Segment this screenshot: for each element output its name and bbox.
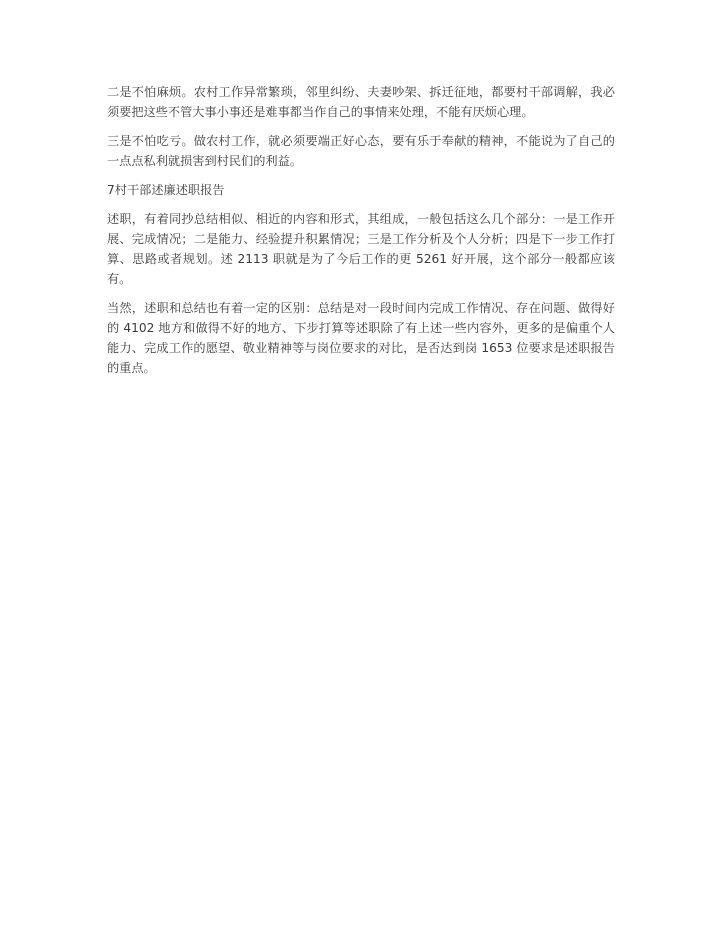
paragraph-no-loss: 三是不怕吃亏。做农村工作，就必须要端正好心态，要有乐于奉献的精神，不能说为了自己的一点点私利就损害到村民们的利益。 [107, 134, 615, 168]
document-body [107, 82, 615, 387]
paragraph-report-definition: 述职，有着同抄总结相似、相近的内容和形式，其组成，一般包括这么几个部分：一是工作开展、完成情况；二是能力、经验提升积累情况；三是工作分析及个人分析；四是下一步工作打算、思路或者规划。述 2113 职就是为了今后工作的更 5261 好开展，这个部分一般都应该有。 [107, 212, 615, 286]
paragraph-report-vs-summary: 当然，述职和总结也有着一定的区别：总结是对一段时间内完成工作情况、存在问题、做得好的 4102 地方和做得不好的地方、下步打算等述职除了有上述一些内容外，更多的是偏重个人能力、完成工作的愿望、敬业精神等与岗位要求的对比，是否达到岗 1653 位要求是述职报告的重点。 [107, 301, 615, 375]
paragraph-no-trouble: 二是不怕麻烦。农村工作异常繁琐，邻里纠纷、夫妻吵架、拆迁征地，都要村干部调解，我必须要把这些不管大事小事还是难事都当作自己的事情来处理，不能有厌烦心理。 [107, 85, 615, 119]
section-heading: 7村干部述廉述职报告 [107, 183, 225, 197]
